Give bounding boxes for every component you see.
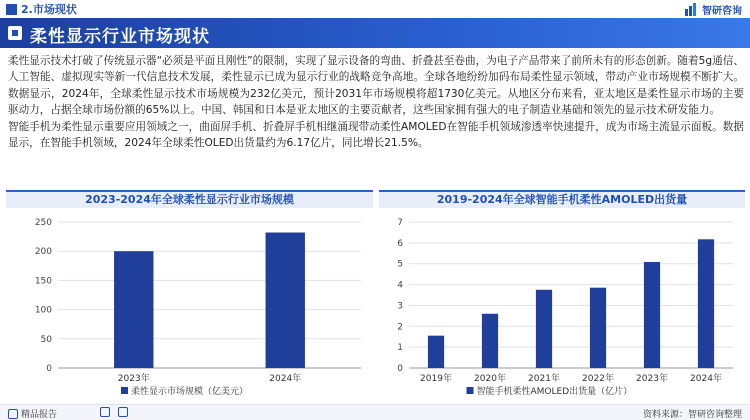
y-tick-label: 0	[397, 364, 403, 374]
x-tick-label: 2022年	[582, 374, 614, 384]
paragraph-1: 柔性显示技术打破了传统显示器“必须是平面且刚性”的限制，实现了显示设备的弯曲、折叠甚至卷曲，为电子产品带来了前所未有的形态创新。随着5g通信、人工智能、虚拟现实等新一代信息技术发展，柔性显示已成为显示行业的战略竞争高地。全球各地纷纷加码布局柔性显示领域，带动产业市场规模不断扩大。数据显示，2024年，全球柔性显示技术市场规模为232亿美元，预计2031年市场规模将超1730亿美元。从地区分布来看，亚太地区是柔性显示市场的主要驱动力，占据全球市场份额的65%以上。中国、韩国和日本是亚太地区的主要贡献者，这些国家拥有强大的电子制造业基础和领先的显示技术研发能力。	[8, 55, 744, 117]
y-tick-label: 7	[397, 218, 403, 228]
title-banner	[0, 18, 750, 48]
brand[interactable]	[685, 2, 742, 17]
body-text	[8, 53, 744, 151]
data-source: 资料来源：智研咨询整理	[642, 410, 742, 420]
amoled-shipment-chart	[379, 208, 745, 404]
bar	[266, 233, 305, 368]
chart-title: 2023-2024年全球柔性显示行业市场规模	[6, 190, 373, 208]
banner-accent-icon	[8, 26, 22, 40]
footer-left-label: 精品报告	[21, 410, 58, 420]
bar	[698, 239, 714, 368]
section-label: 2.市场现状	[21, 3, 77, 16]
x-tick-label: 2023年	[636, 374, 668, 384]
y-tick-label: 200	[34, 247, 52, 258]
brand-name: 智研咨询	[702, 6, 742, 17]
report-icon	[8, 409, 18, 419]
x-tick-label: 2019年	[420, 374, 452, 384]
bar	[482, 314, 498, 368]
footer-left[interactable]	[8, 407, 57, 420]
x-tick-label: 2020年	[474, 374, 506, 384]
bar	[536, 290, 552, 368]
square-icon	[6, 4, 17, 15]
paragraph-2: 智能手机为柔性显示重要应用领域之一，曲面屏手机、折叠屏手机相继涌现带动柔性AMOLED在智能手机领域渗透率快速提升，成为市场主流显示面板。数据显示，在智能手机领域，2024年全球柔性OLED出货量约为6.17亿片，同比增长21.5%。	[8, 120, 744, 150]
brand-logo-icon	[685, 3, 699, 16]
y-tick-label: 5	[397, 259, 403, 270]
y-tick-label: 100	[34, 305, 52, 316]
legend-swatch	[121, 387, 128, 394]
footer	[0, 404, 750, 420]
y-tick-label: 1	[397, 343, 403, 354]
bar	[428, 336, 444, 368]
y-tick-label: 250	[34, 218, 52, 228]
y-tick-label: 3	[397, 301, 403, 312]
chart-panel-market-size	[6, 190, 373, 404]
chart-title: 2019-2024年全球智能手机柔性AMOLED出货量	[379, 190, 745, 208]
section-tag	[6, 2, 77, 16]
legend-label: 智能手机柔性AMOLED出货量（亿片）	[476, 387, 633, 397]
legend-swatch	[467, 387, 474, 394]
bar	[590, 288, 606, 368]
y-tick-label: 2	[397, 322, 403, 333]
x-tick-label: 2021年	[528, 374, 560, 384]
x-tick-label: 2023年	[117, 374, 150, 384]
bar	[644, 262, 660, 368]
phone-icon[interactable]	[118, 407, 128, 417]
y-tick-label: 50	[40, 334, 52, 345]
footer-icons	[100, 407, 128, 417]
page-title: 柔性显示行业市场现状	[30, 27, 210, 47]
y-tick-label: 6	[397, 238, 403, 249]
y-tick-label: 0	[46, 364, 52, 374]
x-tick-label: 2024年	[690, 374, 722, 384]
market-size-chart	[6, 208, 373, 404]
y-tick-label: 4	[397, 280, 403, 291]
x-tick-label: 2024年	[269, 374, 302, 384]
legend-label: 柔性显示市场规模（亿美元）	[131, 387, 249, 397]
bar	[114, 251, 153, 368]
top-bar	[0, 0, 750, 18]
share-icon[interactable]	[100, 407, 110, 417]
chart-panel-amoled	[379, 190, 745, 404]
y-tick-label: 150	[34, 276, 52, 287]
